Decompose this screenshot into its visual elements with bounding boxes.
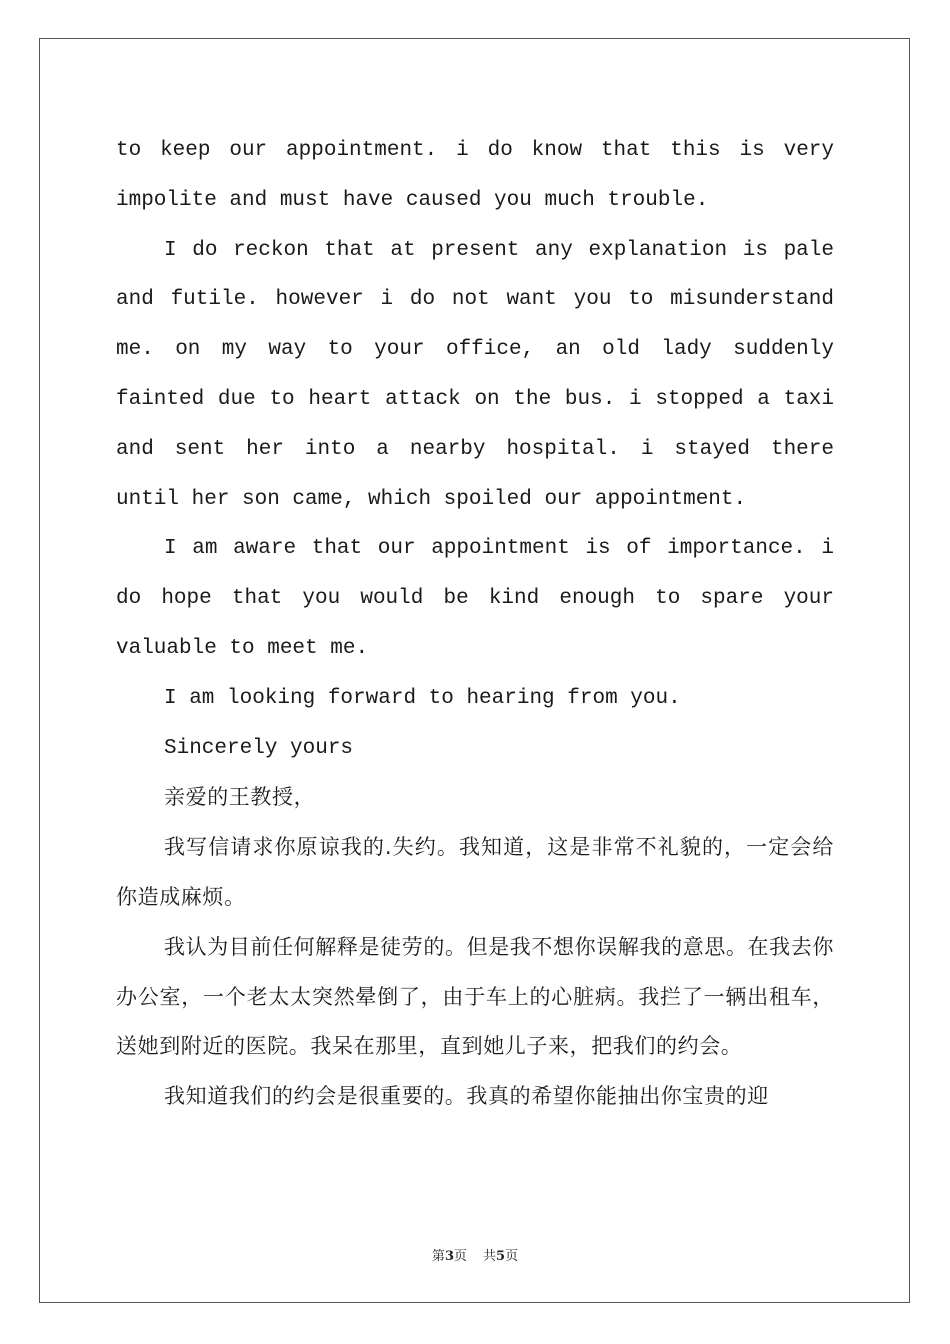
total-prefix: 共 xyxy=(483,1249,497,1264)
paragraph-4: I am looking forward to hearing from you. xyxy=(164,686,681,710)
closing-line: Sincerely yours xyxy=(164,736,354,760)
paragraph-3: I am aware that our appointment is of importance. i do hope that you would be kind enough to spare your valuable to meet me. xyxy=(116,537,834,660)
page-number: 3 xyxy=(444,1249,454,1264)
total-pages: 5 xyxy=(496,1249,506,1264)
document-body xyxy=(116,126,834,1122)
page-suffix: 页 xyxy=(453,1249,467,1264)
total-suffix: 页 xyxy=(505,1249,519,1264)
paragraph-2: I do reckon that at present any explanation is pale and futile. however i do not want you to misunderstand me. on my way to your office, an old lady suddenly fainted due to heart attack on the bus. i stopped a taxi and sent her into a nearby hospital. i stayed there until her son came, which spoiled our appointment. xyxy=(116,238,834,511)
paragraph-cn-2: 我认为目前任何解释是徒劳的。但是我不想你误解我的意思。在我去你办公室，一个老太太突然晕倒了，由于车上的心脏病。我拦了一辆出租车，送她到附近的医院。我呆在那里，直到她儿子来，把我们的约会。 xyxy=(116,934,834,1059)
salutation-cn: 亲爱的王教授， xyxy=(164,785,316,810)
page-footer xyxy=(0,1245,950,1264)
paragraph-cn-1: 我写信请求你原谅我的.失约。我知道，这是非常不礼貌的，一定会给你造成麻烦。 xyxy=(116,835,834,909)
paragraph-1: to keep our appointment. i do know that this is very impolite and must have caused you much trouble. xyxy=(116,139,834,212)
paragraph-cn-3: 我知道我们的约会是很重要的。我真的希望你能抽出你宝贵的迎 xyxy=(164,1084,769,1109)
page-prefix: 第 xyxy=(431,1249,445,1264)
